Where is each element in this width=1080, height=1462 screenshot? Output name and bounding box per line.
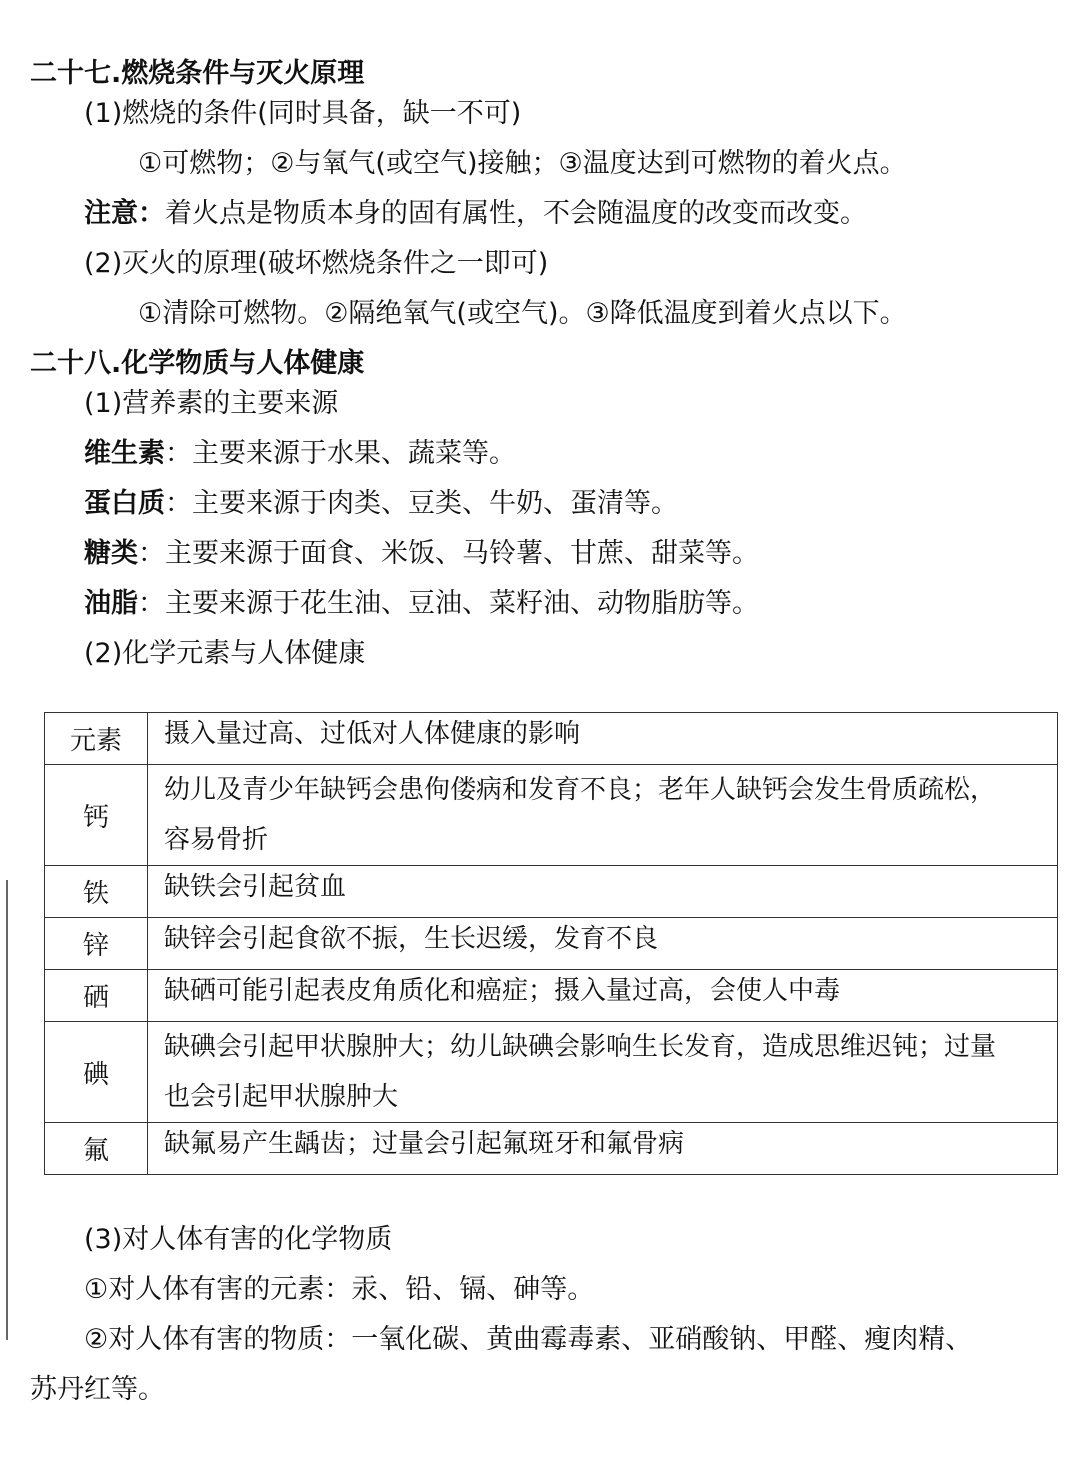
note-line — [84, 196, 867, 232]
combustion-conditions-header: (1)燃烧的条件(同时具备，缺一不可) — [84, 98, 522, 129]
table-cell-element: 硒 — [45, 970, 148, 1021]
effect-line: 容易骨折 — [164, 825, 269, 855]
section-27-title: 二十七.燃烧条件与灭火原理 — [30, 58, 365, 89]
nutrient-label: 维生素 — [84, 438, 165, 469]
harmful-elements: ①对人体有害的元素：汞、铅、镉、砷等。 — [84, 1274, 595, 1305]
table-cell-element: 锌 — [45, 918, 148, 969]
nutrient-text: ：主要来源于肉类、豆类、牛奶、蛋清等。 — [165, 488, 678, 519]
table-cell-effect — [148, 765, 1057, 865]
table-row — [45, 1021, 1057, 1122]
section-28-title: 二十八.化学物质与人体健康 — [30, 348, 365, 379]
nutrient-text: ：主要来源于面食、米饭、马铃薯、甘蔗、甜菜等。 — [138, 538, 759, 569]
nutrient-label: 油脂 — [84, 588, 138, 619]
nutrient-text: ：主要来源于花生油、豆油、菜籽油、动物脂肪等。 — [138, 588, 759, 619]
extinguish-header: (2)灭火的原理(破坏燃烧条件之一即可) — [84, 248, 549, 279]
left-margin-rule — [6, 880, 8, 1340]
table-cell-effect: 缺硒可能引起表皮角质化和癌症；摄入量过高，会使人中毒 — [164, 976, 841, 1006]
table-cell-element: 铁 — [45, 866, 148, 917]
table-cell-effect: 缺氟易产生龋齿；过量会引起氟斑牙和氟骨病 — [164, 1129, 685, 1159]
nutrient-header: (1)营养素的主要来源 — [84, 388, 339, 419]
table-header-row — [45, 713, 1057, 764]
table-cell-effect: 缺锌会引起食欲不振，生长迟缓，发育不良 — [164, 924, 659, 954]
table-row — [45, 969, 1057, 1021]
table-row — [45, 1122, 1057, 1174]
table-row — [45, 764, 1057, 865]
nutrient-item — [84, 536, 759, 572]
note-label: 注意： — [84, 198, 165, 229]
harmful-substances-line2: 苏丹红等。 — [30, 1374, 165, 1405]
table-header-element: 元素 — [45, 713, 148, 764]
element-health-table — [44, 712, 1058, 1175]
nutrient-item — [84, 436, 516, 472]
table-cell-element: 钙 — [45, 765, 148, 865]
nutrient-item — [84, 586, 759, 622]
note-text: 着火点是物质本身的固有属性，不会随温度的改变而改变。 — [165, 198, 867, 229]
harmful-header: (3)对人体有害的化学物质 — [84, 1224, 393, 1255]
nutrient-label: 蛋白质 — [84, 488, 165, 519]
harmful-substances-line1: ②对人体有害的物质：一氧化碳、黄曲霉毒素、亚硝酸钠、甲醛、瘦肉精、 — [84, 1324, 973, 1355]
effect-line: 缺碘会引起甲状腺肿大；幼儿缺碘会影响生长发育，造成思维迟钝；过量 — [164, 1032, 997, 1062]
table-row — [45, 865, 1057, 917]
table-header-effect: 摄入量过高、过低对人体健康的影响 — [164, 719, 581, 749]
table-cell-effect — [148, 1022, 1057, 1122]
table-cell-element: 氟 — [45, 1123, 148, 1174]
element-health-header: (2)化学元素与人体健康 — [84, 638, 366, 669]
table-cell-element: 碘 — [45, 1022, 148, 1122]
nutrient-item — [84, 486, 678, 522]
nutrient-label: 糖类 — [84, 538, 138, 569]
table-cell-effect: 缺铁会引起贫血 — [164, 872, 347, 902]
combustion-conditions-items: ①可燃物；②与氧气(或空气)接触；③温度达到可燃物的着火点。 — [138, 148, 907, 179]
effect-line: 也会引起甲状腺肿大 — [164, 1082, 399, 1112]
effect-line: 幼儿及青少年缺钙会患佝偻病和发育不良；老年人缺钙会发生骨质疏松， — [164, 775, 997, 805]
table-row — [45, 917, 1057, 969]
extinguish-items: ①清除可燃物。②隔绝氧气(或空气)。③降低温度到着火点以下。 — [138, 298, 907, 329]
nutrient-text: ：主要来源于水果、蔬菜等。 — [165, 438, 516, 469]
